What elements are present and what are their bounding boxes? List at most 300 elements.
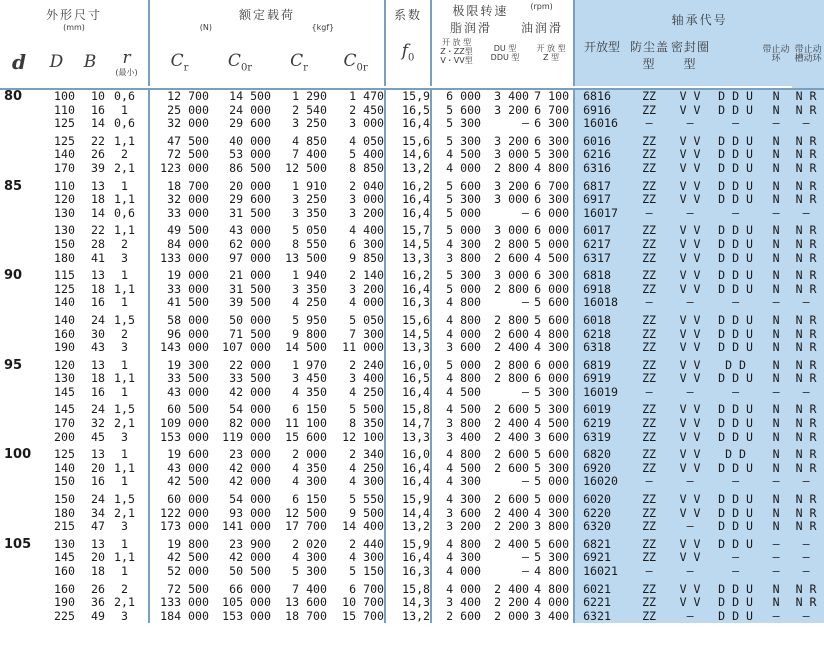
table-cell: 3 200 [431, 520, 481, 534]
table-cell: 47 500 [149, 135, 209, 149]
table-row [0, 403, 824, 417]
table-cell: N [760, 507, 792, 521]
table-cell: ZZ [629, 89, 669, 104]
table-cell: D D U [711, 372, 760, 386]
table-cell: 6920 [574, 462, 629, 476]
table-cell: 2 600 [494, 447, 530, 462]
table-cell: 72 500 [149, 583, 209, 597]
table-cell: ZZ [629, 431, 669, 445]
table-cell: 4 800 [431, 538, 481, 552]
table-cell: 1,1 [114, 550, 135, 565]
table-row [0, 341, 824, 355]
table-cell: 6819 [574, 359, 629, 373]
table-cell: 6 700 [534, 102, 570, 117]
table-cell: 1 970 [292, 357, 328, 372]
table-cell: — [792, 538, 824, 552]
g-open-3: V・VV型 [440, 56, 473, 65]
table-cell: ZZ [629, 372, 669, 386]
table-cell: 4 300 [431, 493, 481, 507]
table-cell: N [760, 252, 792, 266]
table-row [0, 180, 824, 194]
table-cell: 122 000 [149, 507, 209, 521]
table-cell [0, 207, 38, 221]
table-cell: V V [669, 314, 711, 328]
table-cell: N [760, 462, 792, 476]
table-cell: 1 290 [292, 89, 328, 103]
table-cell [0, 475, 38, 489]
table-cell: — [669, 386, 711, 400]
table-cell: 18 [91, 564, 105, 578]
table-cell: 12 500 [285, 505, 328, 520]
table-cell: 16021 [574, 565, 629, 579]
table-cell: N R [792, 403, 824, 417]
table-cell: 6318 [574, 341, 629, 355]
table-cell: — [669, 565, 711, 579]
table-cell: V V [669, 507, 711, 521]
table-cell: ZZ [629, 551, 669, 565]
table-cell: V V [669, 89, 711, 104]
table-cell: — [711, 475, 760, 489]
table-row [0, 89, 824, 104]
table-cell: 6220 [574, 507, 629, 521]
table-cell: 2 800 [494, 371, 530, 386]
table-cell: 13 500 [285, 250, 328, 265]
table-cell: 11 100 [285, 416, 328, 431]
table-cell: 1 910 [292, 178, 328, 193]
table-cell: D D U [711, 269, 760, 283]
table-cell: 13 [91, 447, 105, 462]
table-cell: V V [669, 238, 711, 252]
table-cell: ZZ [629, 417, 669, 431]
table-cell: 15,7 [385, 224, 431, 238]
table-cell: 5 300 [534, 550, 570, 565]
table-cell: 4 300 [431, 238, 481, 252]
table-cell: 5 000 [431, 207, 481, 221]
table-cell: — [629, 565, 669, 579]
table-cell: 31 500 [229, 205, 272, 220]
table-cell: 16,5 [385, 372, 431, 386]
col-r-min: (最小) [115, 67, 138, 77]
table-cell: V V [669, 583, 711, 597]
table-cell: 16017 [574, 207, 629, 221]
table-cell: 2 [121, 236, 128, 251]
table-cell: 10 700 [342, 595, 385, 610]
table-cell: N [760, 314, 792, 328]
table-cell: N [760, 89, 792, 104]
table-cell: 42 000 [229, 474, 272, 489]
table-cell: 22 [91, 223, 105, 238]
table-cell: 15,8 [385, 403, 431, 417]
table-cell: 140 [54, 147, 75, 162]
table-cell: 170 [54, 160, 75, 175]
col-D: D [49, 52, 64, 72]
table-cell: 18 [91, 371, 105, 386]
table-cell: V V [669, 252, 711, 266]
table-cell [0, 520, 38, 534]
table-cell: 153 000 [149, 431, 209, 445]
table-cell: N R [792, 269, 824, 283]
table-cell: D D U [711, 538, 760, 552]
table-cell: 2 000 [292, 447, 328, 462]
table-cell: 6 300 [534, 116, 570, 131]
table-cell: 16,4 [385, 193, 431, 207]
table-cell: — [522, 116, 530, 131]
table-cell: N [760, 417, 792, 431]
table-cell: V V [669, 462, 711, 476]
table-cell: D D U [711, 341, 760, 355]
table-cell: 50 000 [229, 312, 272, 327]
table-cell: ZZ [629, 193, 669, 207]
table-row [0, 372, 824, 386]
table-cell: — [669, 610, 711, 624]
table-cell: 15 700 [342, 608, 385, 623]
table-cell: 6818 [574, 269, 629, 283]
table-cell: 17 700 [285, 519, 328, 534]
table-cell: N R [792, 224, 824, 238]
table-cell: — [792, 117, 824, 131]
table-cell: 14,5 [385, 328, 431, 342]
table-cell: 2,1 [114, 416, 135, 431]
table-cell: 96 000 [149, 328, 209, 342]
table-cell: N R [792, 193, 824, 207]
table-cell: 5 000 [431, 224, 481, 238]
table-cell: 6216 [574, 148, 629, 162]
table-cell: 6916 [574, 104, 629, 118]
table-cell: N R [792, 283, 824, 297]
table-cell: 130 [54, 371, 75, 386]
table-cell: N R [792, 462, 824, 476]
table-cell: 4 500 [431, 403, 481, 417]
table-cell: — [711, 117, 760, 131]
table-cell: 110 [54, 178, 75, 193]
table-cell: 5 000 [534, 492, 570, 507]
table-cell: 23 900 [229, 536, 272, 551]
table-cell: 16 [91, 295, 105, 310]
table-cell: 3 [121, 519, 128, 534]
table-cell: 16019 [574, 386, 629, 400]
table-cell: N [760, 596, 792, 610]
table-cell: 5 400 [349, 147, 385, 162]
table-cell: ZZ [629, 252, 669, 266]
table-cell: 4 000 [534, 595, 570, 610]
table-cell: — [792, 475, 824, 489]
table-cell: 120 [54, 192, 75, 207]
table-cell: ZZ [629, 148, 669, 162]
table-cell: 2 340 [349, 447, 385, 462]
c-shield-1: 防尘盖 [630, 40, 670, 54]
table-cell: 97 000 [229, 250, 272, 265]
table-cell: 1 [121, 536, 128, 551]
table-cell: 0,6 [114, 116, 135, 131]
table-row [0, 283, 824, 297]
table-cell: 5 600 [534, 536, 570, 551]
table-cell: V V [669, 135, 711, 149]
table-cell: 32 000 [149, 117, 209, 131]
table-cell: 66 000 [229, 581, 272, 596]
table-cell: 2 600 [494, 492, 530, 507]
table-cell: V V [669, 148, 711, 162]
table-row [0, 328, 824, 342]
table-cell: 4 300 [292, 550, 328, 565]
table-cell [0, 507, 38, 521]
table-cell: 36 [91, 595, 105, 610]
table-cell: 3 600 [431, 341, 481, 355]
table-cell: 20 000 [229, 178, 272, 193]
table-cell: N [760, 403, 792, 417]
table-cell: 2 200 [494, 595, 530, 610]
table-cell: 100 [4, 447, 32, 463]
table-cell: N R [792, 431, 824, 445]
g-ddu-1: DU 型 [493, 44, 517, 53]
table-cell: 2 [121, 326, 128, 341]
table-cell: — [760, 117, 792, 131]
table-row [0, 386, 824, 400]
table-cell: 6018 [574, 314, 629, 328]
table-cell: 1,1 [114, 192, 135, 207]
table-cell: — [760, 207, 792, 221]
table-row [0, 417, 824, 431]
table-cell: — [760, 296, 792, 310]
table-cell: N [760, 448, 792, 462]
table-cell: 24 000 [229, 102, 272, 117]
table-cell: 2 040 [349, 178, 385, 193]
table-cell: — [629, 296, 669, 310]
table-cell: 14 500 [285, 340, 328, 355]
table-row [0, 193, 824, 207]
table-cell: 16 [91, 474, 105, 489]
table-cell: 1 [121, 564, 128, 578]
table-cell: 13,2 [385, 162, 431, 176]
table-row [0, 238, 824, 252]
table-cell: — [792, 610, 824, 624]
table-cell: 125 [54, 447, 75, 462]
table-cell: 33 500 [149, 372, 209, 386]
table-cell: 13 [91, 268, 105, 283]
table-cell: 16,0 [385, 359, 431, 373]
table-cell: 24 [91, 492, 105, 507]
table-cell: — [669, 475, 711, 489]
table-cell: 16018 [574, 296, 629, 310]
table-cell: 3 400 [431, 431, 481, 445]
table-row [0, 269, 824, 283]
table-cell: 145 [54, 550, 75, 565]
table-cell: — [760, 610, 792, 624]
table-cell: 3 000 [494, 268, 530, 283]
table-cell: 1,5 [114, 402, 135, 417]
table-cell: 20 [91, 460, 105, 475]
table-cell: 5 300 [431, 269, 481, 283]
table-cell [0, 162, 38, 176]
table-cell: N [760, 224, 792, 238]
table-cell: D D U [711, 162, 760, 176]
table-cell: 160 [54, 326, 75, 341]
col-f0: $f_0$ [401, 41, 415, 64]
table-cell: 6820 [574, 448, 629, 462]
table-cell [0, 565, 38, 579]
table-cell: 215 [54, 519, 75, 534]
table-cell: 3 200 [494, 102, 530, 117]
table-cell: D D U [711, 283, 760, 297]
table-cell: 6 300 [534, 192, 570, 207]
table-cell: 49 500 [149, 224, 209, 238]
table-header [0, 0, 824, 89]
col-cor: $C_{0r}$ [227, 50, 253, 74]
table-cell: 6 000 [534, 223, 570, 238]
unit-kgf-label: {kgf} [311, 23, 335, 32]
table-cell: 71 500 [229, 326, 272, 341]
table-cell: 2 800 [494, 357, 530, 372]
table-cell: 5 300 [431, 193, 481, 207]
table-cell: 16,4 [385, 207, 431, 221]
table-cell: — [792, 565, 824, 579]
table-cell: — [760, 386, 792, 400]
table-cell: 62 000 [229, 236, 272, 251]
table-cell: ZZ [629, 238, 669, 252]
table-cell [0, 148, 38, 162]
table-row [0, 475, 824, 489]
table-cell: 12 100 [342, 429, 385, 444]
table-cell [0, 462, 38, 476]
table-cell: 6921 [574, 551, 629, 565]
table-cell [0, 372, 38, 386]
table-cell: 6321 [574, 610, 629, 624]
table-cell: ZZ [629, 224, 669, 238]
table-cell: — [760, 475, 792, 489]
table-cell: 2 600 [494, 460, 530, 475]
table-cell: ZZ [629, 283, 669, 297]
table-cell: N R [792, 359, 824, 373]
outer-unit-label: (mm) [63, 23, 85, 32]
table-cell: 8 850 [349, 160, 385, 175]
table-cell: 6019 [574, 403, 629, 417]
table-cell: 90 [4, 268, 23, 284]
table-cell: 3 200 [349, 281, 385, 296]
table-cell: 13,2 [385, 520, 431, 534]
table-cell: 1 940 [292, 268, 328, 283]
table-cell: D D U [711, 224, 760, 238]
table-cell: 47 [91, 519, 105, 534]
table-cell: 6821 [574, 538, 629, 552]
table-cell: 5 300 [431, 135, 481, 149]
table-cell: 6917 [574, 193, 629, 207]
table-cell: 16,4 [385, 117, 431, 131]
table-cell: 16,4 [385, 386, 431, 400]
table-cell: N R [792, 104, 824, 118]
table-cell: D D U [711, 148, 760, 162]
table-cell: 6 700 [349, 581, 385, 596]
table-cell: 54 000 [229, 402, 272, 417]
outer-dim-label: 外形尺寸 [46, 8, 103, 22]
table-cell: 3 [121, 608, 128, 623]
table-cell: ZZ [629, 359, 669, 373]
table-cell: N [760, 520, 792, 534]
table-cell: 33 500 [229, 371, 272, 386]
table-cell: N [760, 148, 792, 162]
table-cell: 13,3 [385, 431, 431, 445]
table-cell: N [760, 238, 792, 252]
table-cell: N [760, 180, 792, 194]
table-cell: D D U [711, 507, 760, 521]
table-cell: 16 [91, 384, 105, 399]
table-cell: 125 [54, 133, 75, 148]
table-cell: 4 000 [431, 565, 481, 579]
table-cell: ZZ [629, 507, 669, 521]
table-cell: — [629, 117, 669, 131]
table-cell: 3 600 [534, 429, 570, 444]
table-cell: 28 [91, 236, 105, 251]
table-cell: 42 000 [229, 550, 272, 565]
table-cell: D D U [711, 462, 760, 476]
table-cell: ZZ [629, 538, 669, 552]
table-cell: 119 000 [222, 429, 272, 444]
table-cell: 5 000 [534, 236, 570, 251]
table-cell: V V [669, 493, 711, 507]
table-cell: N R [792, 328, 824, 342]
table-cell: 22 000 [229, 357, 272, 372]
table-cell: 14 500 [229, 89, 272, 103]
table-cell: 4 000 [349, 295, 385, 310]
table-cell: 1 [121, 357, 128, 372]
table-row [0, 551, 824, 565]
table-cell [0, 551, 38, 565]
table-cell: 2 800 [494, 160, 530, 175]
c-seal-1: 密封圈 [671, 40, 711, 54]
table-cell: 15,8 [385, 583, 431, 597]
table-row [0, 520, 824, 534]
col-d: d [12, 50, 26, 74]
table-cell: 1 [121, 295, 128, 310]
table-cell: 0,6 [114, 205, 135, 220]
table-cell: — [522, 205, 530, 220]
table-cell: 5 600 [431, 180, 481, 194]
table-cell: 18 [91, 281, 105, 296]
table-cell: 20 [91, 550, 105, 565]
table-cell: V V [669, 448, 711, 462]
table-cell: 6918 [574, 283, 629, 297]
table-cell: 170 [54, 416, 75, 431]
table-cell: N [760, 583, 792, 597]
table-cell: D D U [711, 89, 760, 104]
table-cell: 1,1 [114, 133, 135, 148]
table-cell: 14,7 [385, 417, 431, 431]
table-cell: 6 150 [292, 402, 328, 417]
table-cell: 1 [121, 102, 128, 117]
table-cell: 3 200 [494, 178, 530, 193]
table-cell: 13,3 [385, 341, 431, 355]
table-cell: 3 800 [431, 252, 481, 266]
g-ddu-2: DDU 型 [490, 53, 520, 62]
table-cell: 3 000 [349, 192, 385, 207]
table-cell: 15 600 [285, 429, 328, 444]
table-cell: V V [669, 538, 711, 552]
table-cell: 180 [54, 505, 75, 520]
table-cell: N [760, 283, 792, 297]
table-cell: 6221 [574, 596, 629, 610]
table-cell: 49 [91, 608, 105, 623]
coef-label: 系数 [394, 8, 423, 22]
table-cell: D D U [711, 328, 760, 342]
table-cell [0, 431, 38, 445]
table-cell: 32 000 [149, 193, 209, 207]
table-cell: 150 [54, 474, 75, 489]
table-cell: 5 300 [534, 147, 570, 162]
table-cell: 5 050 [349, 312, 385, 327]
table-cell: 6021 [574, 583, 629, 597]
table-cell: 2 400 [494, 505, 530, 520]
table-cell: N [760, 104, 792, 118]
table-cell: 5 300 [534, 402, 570, 417]
table-cell: 4 000 [431, 583, 481, 597]
